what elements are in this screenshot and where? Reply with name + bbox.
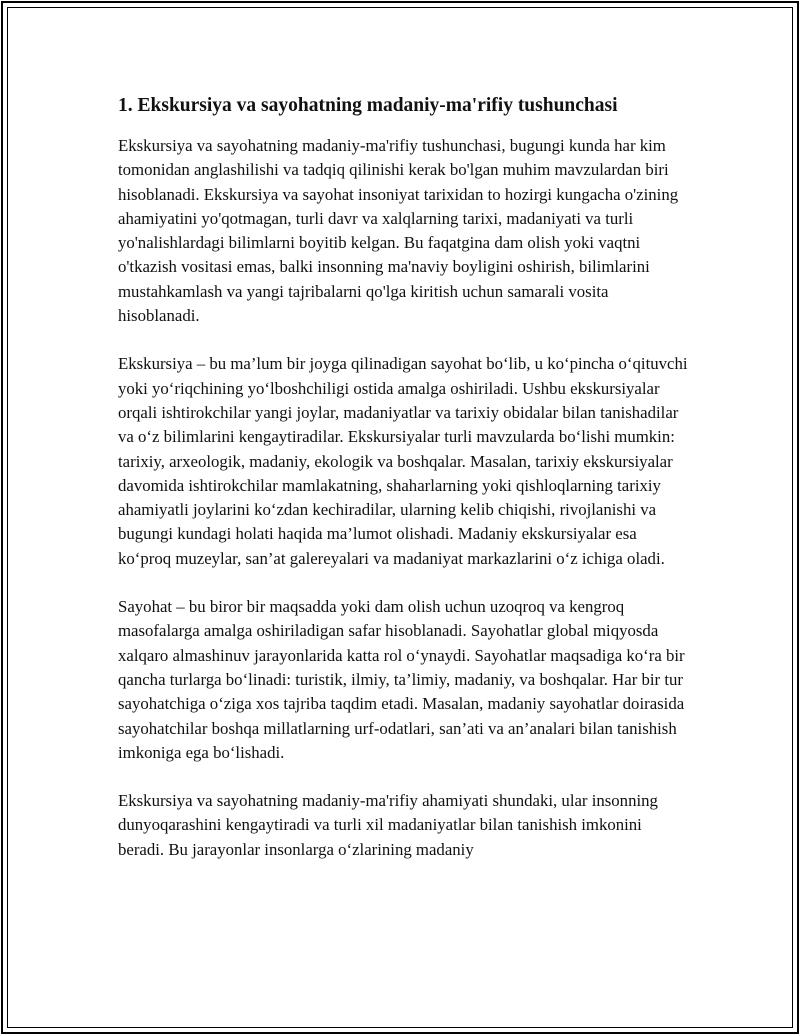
paragraph-ahamiyat: Ekskursiya va sayohatning madaniy-ma'rifiy ahamiyati shundaki, ular insonning dunyoqarashini kengaytiradi va turli xil madaniyatlar bilan tanishish imkonini beradi. Bu jarayonlar insonlarga o‘zlarining madaniy xyxy=(118,791,658,859)
document-body xyxy=(118,92,690,886)
paragraph-ekskursiya: Ekskursiya – bu ma’lum bir joyga qilinadigan sayohat bo‘lib, u ko‘pincha o‘qituvchi yoki yo‘riqchining yo‘lboshchiligi ostida amalga oshiriladi. Ushbu ekskursiyalar orqali ishtirokchilar yangi joylar, madaniyatlar va tarixiy obidalar bilan tanishadilar va o‘z bilimlarini kengaytiradilar. Ekskursiyalar turli mavzularda bo‘lishi mumkin: tarixiy, arxeologik, madaniy, ekologik va boshqalar. Masalan, tarixiy ekskursiyalar davomida ishtirokchilar mamlakatning, shaharlarning yoki qishloqlarning tarixiy ahamiyatli joylarini ko‘zdan kechiradilar, ularning kelib chiqishi, rivojlanishi va bugungi kundagi holati haqida ma’lumot olishadi. Madaniy ekskursiyalar esa ko‘proq muzeylar, san’at galereyalari va madaniyat markazlarini o‘z ichiga oladi. xyxy=(118,354,688,568)
paragraph-sayohat: Sayohat – bu biror bir maqsadda yoki dam olish uchun uzoqroq va kengroq masofalarga amalga oshiriladigan safar hisoblanadi. Sayohatlar global miqyosda xalqaro almashinuv jarayonlarida katta rol o‘ynaydi. Sayohatlar maqsadiga ko‘ra bir qancha turlarga bo‘linadi: turistik, ilmiy, ta’limiy, madaniy, va boshqalar. Har bir tur sayohatchiga o‘ziga xos tajriba taqdim etadi. Masalan, madaniy sayohatlar doirasida sayohatchilar boshqa millatlarning urf-odatlari, san’ati va an’analari bilan tanishish imkoniga ega bo‘lishadi. xyxy=(118,597,685,762)
section-heading: 1. Ekskursiya va sayohatning madaniy-ma'rifiy tushunchasi xyxy=(118,95,618,116)
paragraph-intro: Ekskursiya va sayohatning madaniy-ma'rifiy tushunchasi, bugungi kunda har kim tomonidan anglashilishi va tadqiq qilinishi kerak bo'lgan muhim mavzulardan biri hisoblanadi. Ekskursiya va sayohat insoniyat tarixidan to hozirgi kungacha o'zining ahamiyatini yo'qotmagan, turli davr va xalqlarning tarixi, madaniyati va turli yo'nalishlardagi bilimlarni boyitib kelgan. Bu faqatgina dam olish yoki vaqtni o'tkazish vositasi emas, balki insonning ma'naviy boyligini oshirish, bilimlarini mustahkamlash va yangi tajribalarni qo'lga kiritish uchun samarali vosita hisoblanadi. xyxy=(118,136,679,326)
